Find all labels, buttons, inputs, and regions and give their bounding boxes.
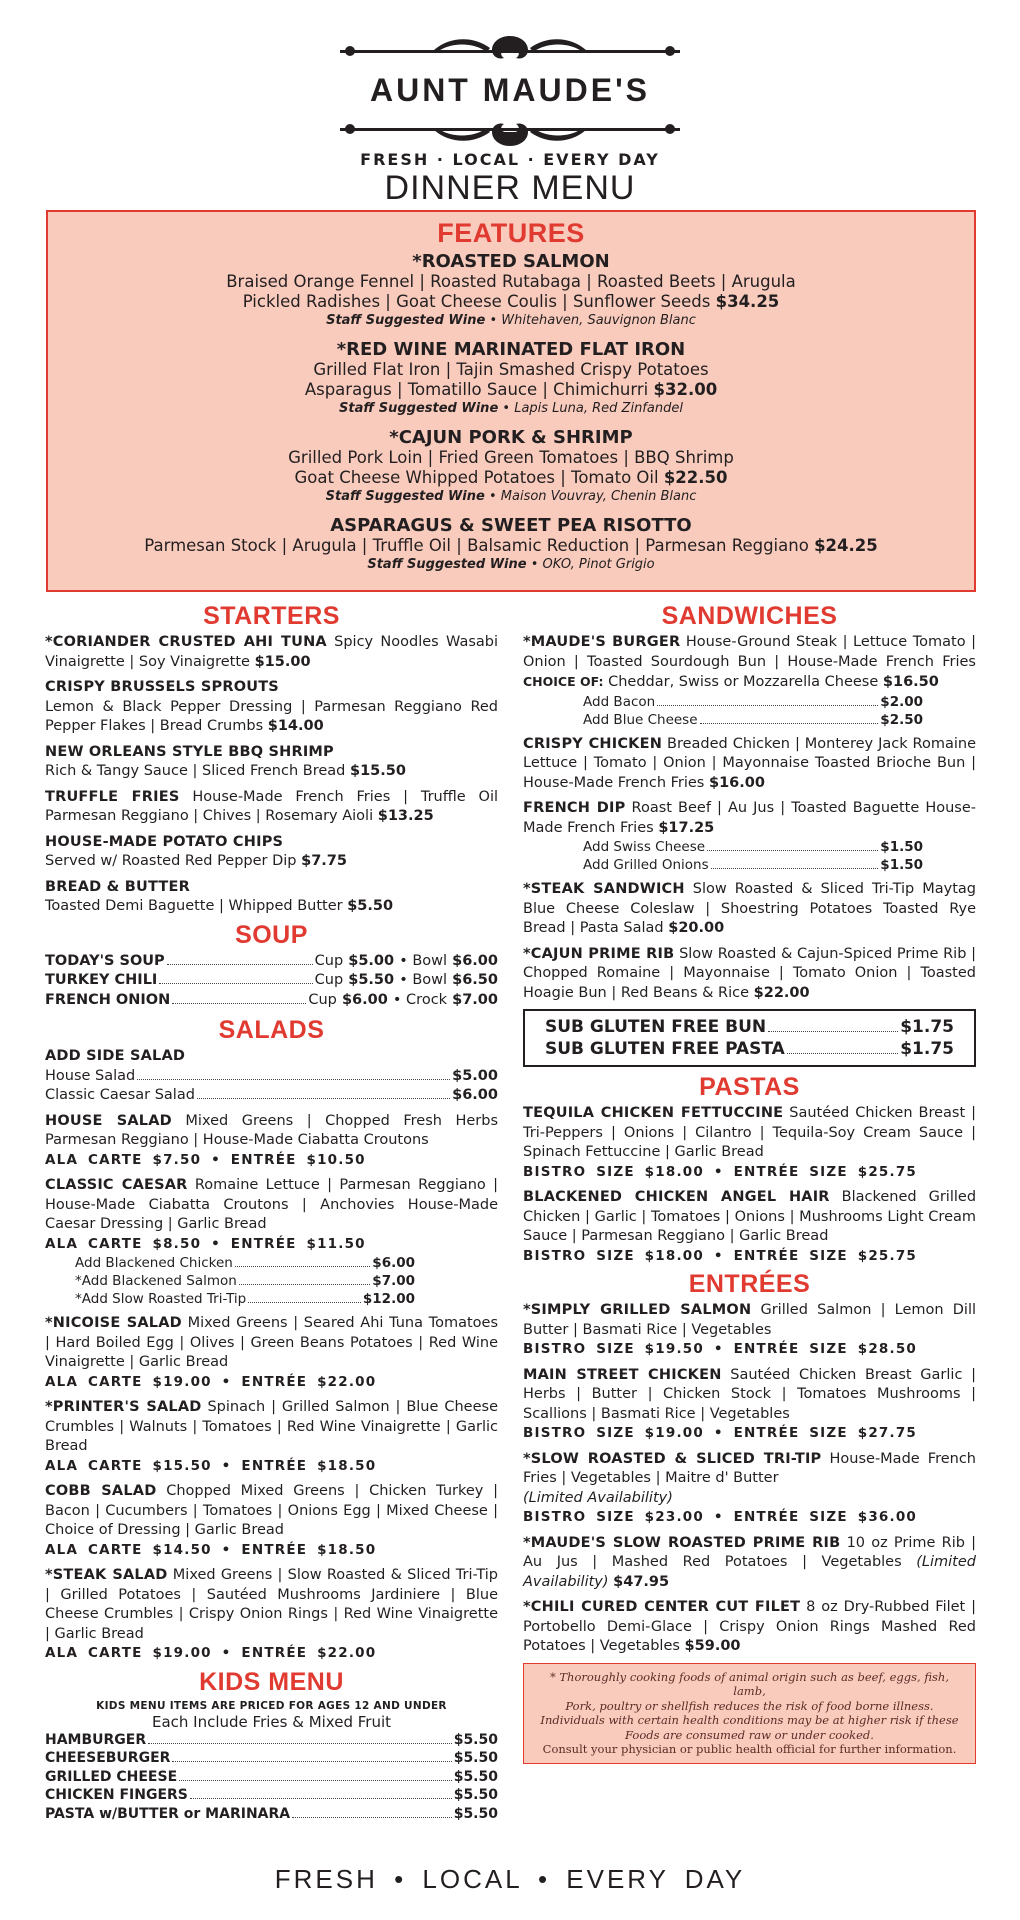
addon-row: Add Bacon $2.00 [583,693,923,710]
menu-item: *MAUDE'S SLOW ROASTED PRIME RIB 10 oz Prime Rib | Au Jus | Mashed Red Potatoes | Vegetables (Limited Availability) $47.95 [523,1534,977,1590]
menu-item: *SIMPLY GRILLED SALMON Grilled Salmon | Lemon Dill Butter | Basmati Rice | Vegetables BISTRO SIZE $19.50 • ENTRÉE SIZE $28.50 [523,1302,977,1357]
feature-item: *ROASTED SALMON Braised Orange Fennel | Roasted Rutabaga | Roasted Beets | Arugula Pickled Radishes | Goat Cheese Coulis | Sunflower Seeds $34.25 Staff Suggested Wine • Whitehaven, Sauvignon Blanc [226,251,796,328]
menu-item: *NICOISE SALAD Mixed Greens | Seared Ahi Tuna Tomatoes | Hard Boiled Egg | Olives | Green Beans Potatoes | Red Wine Vinaigrette | Garlic Bread ALA CARTE $19.00 • ENTRÉE $22.00 [45,1315,499,1390]
soup-title: SOUP [235,920,308,949]
menu-item: BLACKENED CHICKEN ANGEL HAIR Blackened Grilled Chicken | Garlic | Tomatoes | Onions | Mushrooms Light Cream Sauce | Parmesan Reggiano | Garlic Bread BISTRO SIZE $18.00 • ENTRÉE SIZE $25.75 [523,1189,977,1264]
kids-title: KIDS MENU [199,1667,344,1696]
menu-title: DINNER MENU [384,169,636,207]
menu-item: HOUSE-MADE POTATO CHIPS Served w/ Roasted Red Pepper Dip $7.75 [45,833,347,869]
kids-item: CHEESEBURGER $5.50 [45,1750,498,1766]
addon-row: Add Swiss Cheese $1.50 [583,839,923,855]
addon-row: *Add Blackened Salmon $7.00 [75,1273,415,1289]
menu-item: TEQUILA CHICKEN FETTUCCINE Sautéed Chicken Breast | Tri-Peppers | Onions | Cilantro | Tequila-Soy Cream Sauce | Spinach Fettuccine | Garlic Bread BISTRO SIZE $18.00 • ENTRÉE SIZE $25.75 [523,1105,976,1180]
left-column [45,600,498,1823]
addon-row: Add Grilled Onions $1.50 [583,857,923,873]
starters-title: STARTERS [203,602,340,630]
footer-tagline: FRESH • LOCAL • EVERY DAY [274,1864,746,1894]
tagline: FRESH · LOCAL · EVERY DAY [360,150,660,169]
menu-item: CLASSIC CAESAR Romaine Lettuce | Parmesan Reggiano | House-Made Ciabatta Croutons | Anchovies House-Made Caesar Dressing | Garlic Bread ALA CARTE $8.50 • ENTRÉE $11.50 Add Blackened Chicken $6.00 *Add Blackened Salmon $7.00 *Add Slow Roasted Tri-Tip $12.00 [45,1177,499,1307]
food-safety-warning: * Thoroughly cooking foods of animal origin such as beef, eggs, fish, lamb, Pork, poultry or shellfish reduces the risk of food borne illness. Individuals with certain health conditions may be at higher risk if these Foods are consumed raw or under cooked. Consult your physician or public health official for further information. [523,1663,976,1764]
sandwiches-title: SANDWICHES [661,602,838,630]
side-salad-row: House Salad $5.00 [45,1067,498,1084]
soup-row: FRENCH ONION Cup $6.00 • Crock $7.00 [45,991,498,1008]
entrees-title: ENTRÉES [688,1270,811,1298]
menu-item: *CORIANDER CRUSTED AHI TUNA Spicy Noodles Wasabi Vinaigrette | Soy Vinaigrette $15.00 [45,634,498,670]
menu-item: *MAUDE'S BURGER House-Ground Steak | Lettuce Tomato | Onion | Toasted Sourdough Bun | House-Made French Fries CHOICE OF: Cheddar, Swiss or Mozzarella Cheese $16.50 Add Bacon $2.00 Add Blue Cheese $2.50 [523,634,976,728]
soup-row: TODAY'S SOUP Cup $5.00 • Bowl $6.00 [45,952,498,969]
feature-item: ASPARAGUS & SWEET PEA RISOTTO Parmesan Stock | Arugula | Truffle Oil | Balsamic Reduction | Parmesan Reggiano $24.25 Staff Suggested Wine • OKO, Pinot Grigio [144,515,878,572]
menu-item: BREAD & BUTTER Toasted Demi Baguette | Whipped Butter $5.50 [45,878,394,914]
addon-row: Add Blue Cheese $2.50 [583,711,923,728]
menu-item: *STEAK SALAD Mixed Greens | Slow Roasted & Sliced Tri-Tip | Grilled Potatoes | Sautéed Mushrooms Jardiniere | Blue Cheese Crumbles | Crispy Onion Rings | Red Wine Vinaigrette | Garlic Bread ALA CARTE $19.00 • ENTRÉE $22.00 [45,1567,499,1661]
pastas-title: PASTAS [699,1073,800,1101]
side-salad-row: Classic Caesar Salad $6.00 [45,1087,498,1103]
menu-item: MAIN STREET CHICKEN Sautéed Chicken Breast Garlic | Herbs | Butter | Chicken Stock | Tomatoes Mushrooms | Scallions | Basmati Rice | Vegetables BISTRO SIZE $19.00 • ENTRÉE SIZE $27.75 [523,1366,976,1441]
menu-item: COBB SALAD Chopped Mixed Greens | Chicken Turkey | Bacon | Cucumbers | Tomatoes | Onions Egg | Mixed Cheese | Choice of Dressing | Garlic Bread ALA CARTE $14.50 • ENTRÉE $18.50 [45,1483,498,1558]
menu-item: TRUFFLE FRIES House-Made French Fries | Truffle Oil Parmesan Reggiano | Chives | Rosemary Aioli $13.25 [45,788,498,824]
features-title: FEATURES [437,218,585,248]
kids-item: GRILLED CHEESE $5.50 [45,1768,498,1785]
addon-row: Add Blackened Chicken $6.00 [75,1255,415,1271]
features-box [46,210,976,592]
menu-item: NEW ORLEANS STYLE BBQ SHRIMP Rich & Tangy Sauce | Sliced French Bread $15.50 [45,743,406,779]
feature-item: *CAJUN PORK & SHRIMP Grilled Pork Loin | Fried Green Tomatoes | BBQ Shrimp Goat Cheese Whipped Potatoes | Tomato Oil $22.50 Staff Suggested Wine • Maison Vouvray, Chenin Blanc [288,427,734,504]
salads-title: SALADS [218,1016,325,1044]
menu-item: *CAJUN PRIME RIB Slow Roasted & Cajun-Spiced Prime Rib | Chopped Romaine | Mayonnaise | Tomato Onion | Toasted Hoagie Bun | Red Beans & Rice $22.00 [523,945,977,1001]
menu-item: *SLOW ROASTED & SLICED TRI-TIP House-Made French Fries | Vegetables | Maitre d' Butter (Limited Availability) BISTRO SIZE $23.00 • ENTRÉE SIZE $36.00 [523,1450,976,1525]
menu-item: CRISPY BRUSSELS SPROUTS Lemon & Black Pepper Dressing | Parmesan Reggiano Red Pepper Flakes | Bread Crumbs $14.00 [45,679,498,734]
menu-item: FRENCH DIP Roast Beef | Au Jus | Toasted Baguette House-Made French Fries $17.25 Add Swiss Cheese $1.50 Add Grilled Onions $1.50 [523,800,976,873]
feature-item: *RED WINE MARINATED FLAT IRON Grilled Flat Iron | Tajin Smashed Crispy Potatoes Asparagus | Tomatillo Sauce | Chimichurri $32.00 Staff Suggested Wine • Lapis Luna, Red Zinfandel [304,339,718,416]
kids-item: CHICKEN FINGERS $5.50 [45,1787,498,1803]
gluten-row: SUB GLUTEN FREE BUN $1.75 [545,1017,954,1037]
menu-item: *STEAK SANDWICH Slow Roasted & Sliced Tri-Tip Maytag Blue Cheese Coleslaw | Shoestring Potatoes Toasted Rye Bread | Pasta Salad $20.00 [523,881,976,936]
menu-item: HOUSE SALAD Mixed Greens | Chopped Fresh Herbs Parmesan Reggiano | House-Made Ciabatta Croutons ALA CARTE $7.50 • ENTRÉE $10.50 [45,1112,498,1168]
kids-note-sides: Each Include Fries & Mixed Fruit [151,1712,391,1731]
menu-item: CRISPY CHICKEN Breaded Chicken | Monterey Jack Romaine Lettuce | Tomato | Onion | Mayonnaise Toasted Brioche Bun | House-Made French Fries $16.00 [523,735,976,791]
right-column [523,600,976,1764]
kids-item: HAMBURGER $5.50 [45,1731,498,1748]
kids-note: KIDS MENU ITEMS ARE PRICED FOR AGES 12 AND UNDER [96,1699,447,1712]
gluten-row: SUB GLUTEN FREE PASTA $1.75 [545,1039,954,1059]
menu-item: *CHILI CURED CENTER CUT FILET 8 oz Dry-Rubbed Filet | Portobello Demi-Glace | Crispy Onion Rings Mashed Red Potatoes | Vegetables $59.00 [523,1599,976,1654]
restaurant-name: AUNT MAUDE'S [369,72,651,108]
addon-row: *Add Slow Roasted Tri-Tip $12.00 [75,1291,415,1307]
kids-item: PASTA w/BUTTER or MARINARA $5.50 [45,1805,498,1822]
soup-row: TURKEY CHILI Cup $5.50 • Bowl $6.50 [45,972,498,988]
gluten-free-box [523,1009,976,1067]
menu-item: *PRINTER'S SALAD Spinach | Grilled Salmon | Blue Cheese Crumbles | Walnuts | Tomatoes | Red Wine Vinaigrette | Garlic Bread ALA CARTE $15.50 • ENTRÉE $18.50 [45,1399,498,1474]
side-salad-title: ADD SIDE SALAD [45,1048,186,1064]
menu-header [0,0,1020,208]
